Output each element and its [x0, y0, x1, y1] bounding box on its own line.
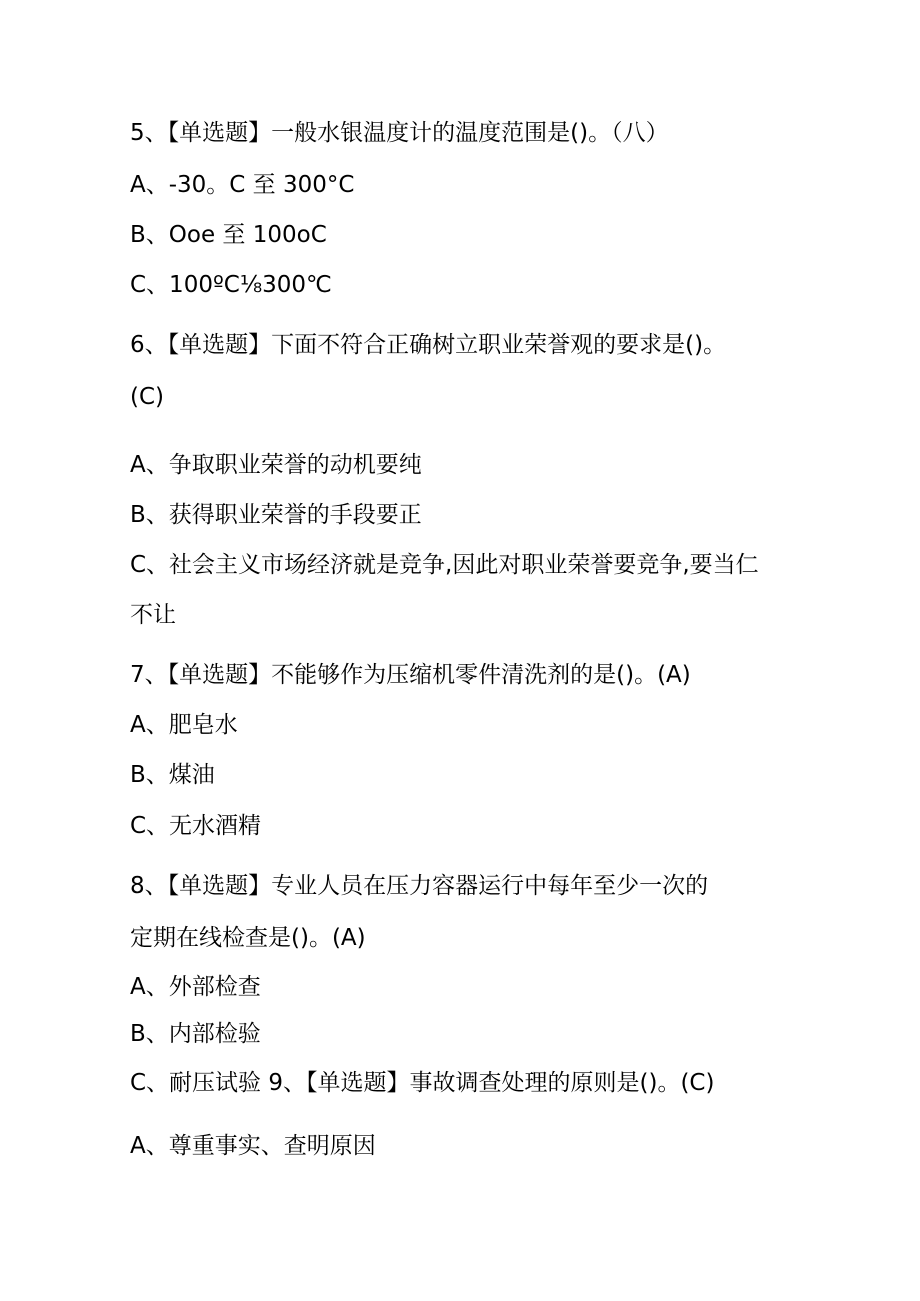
question-8-stem-continued: 定期在线检查是()。(A) [130, 925, 366, 951]
question-6-option-c: C、社会主义市场经济就是竞争,因此对职业荣誉要竞争,要当仁 [130, 552, 759, 578]
question-5-option-b: B、Ooe 至 100oC [130, 222, 327, 248]
question-6-answer: (C) [130, 384, 165, 410]
question-8-option-b: B、内部检验 [130, 1021, 261, 1047]
question-7-option-c: C、无水酒精 [130, 813, 262, 839]
question-7-stem: 7、【单选题】不能够作为压缩机零件清洗剂的是()。(A) [130, 662, 691, 688]
question-8-option-c-and-question-9-stem: C、耐压试验 9、【单选题】事故调查处理的原则是()。(C) [130, 1070, 715, 1096]
question-6-option-b: B、获得职业荣誉的手段要正 [130, 502, 422, 528]
question-5-option-c: C、100ºC⅛300℃ [130, 272, 332, 298]
question-8-stem: 8、【单选题】专业人员在压力容器运行中每年至少一次的 [130, 873, 709, 899]
question-8-option-a: A、外部检查 [130, 974, 261, 1000]
question-5-stem: 5、【单选题】一般水银温度计的温度范围是()。（八） [130, 120, 669, 146]
question-7-option-b: B、煤油 [130, 762, 215, 788]
question-9-option-a: A、尊重事实、查明原因 [130, 1133, 376, 1159]
question-6-option-a: A、争取职业荣誉的动机要纯 [130, 452, 422, 478]
question-5-option-a: A、-30。C 至 300°C [130, 172, 355, 198]
question-7-option-a: A、肥皂水 [130, 712, 238, 738]
question-6-option-c-continued: 不让 [130, 602, 176, 628]
question-6-stem: 6、【单选题】下面不符合正确树立职业荣誉观的要求是()。 [130, 332, 727, 358]
